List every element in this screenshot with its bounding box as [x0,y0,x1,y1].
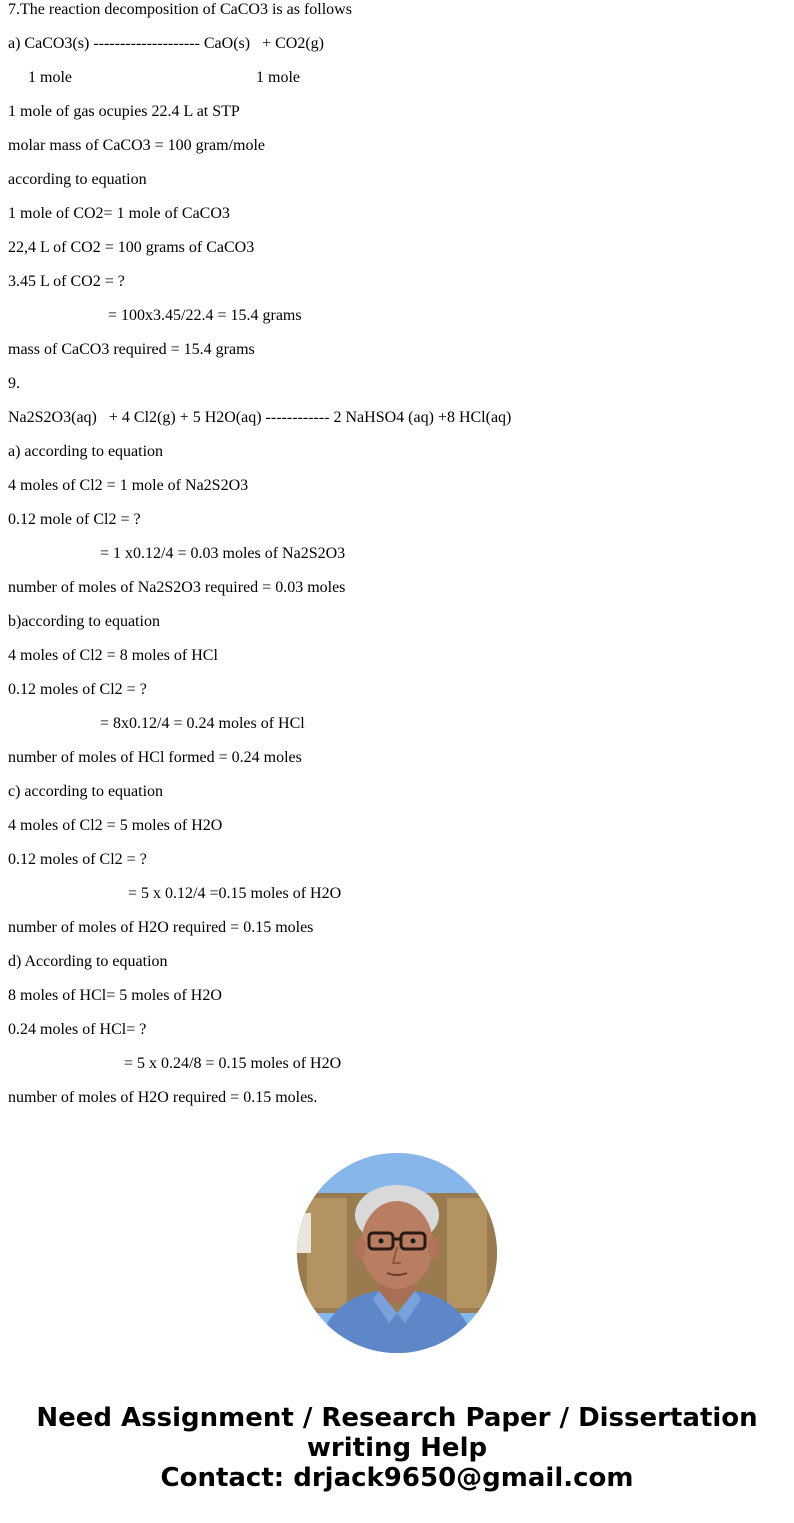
doc-line: molar mass of CaCO3 = 100 gram/mole [8,137,265,154]
promo-line: Need Assignment / Research Paper / Dissertation [36,1403,758,1433]
doc-line: mass of CaCO3 required = 15.4 grams [8,341,255,358]
doc-line: 4 moles of Cl2 = 1 mole of Na2S2O3 [8,477,249,494]
doc-line: 1 mole of gas ocupies 22.4 L at STP [8,103,240,120]
author-avatar [297,1153,497,1353]
doc-line: 4 moles of Cl2 = 5 moles of H2O [8,817,223,834]
doc-line: a) according to equation [8,443,164,460]
doc-line: 1 mole 1 mole [8,69,300,86]
doc-line: 0.12 moles of Cl2 = ? [8,851,147,868]
doc-line: Na2S2O3(aq) + 4 Cl2(g) + 5 H2O(aq) ------------ 2 NaHSO4 (aq) +8 HCl(aq) [8,409,512,426]
doc-line: 9. [8,375,20,392]
promo-line: writing Help [306,1433,488,1463]
promo-banner [0,1403,794,1493]
doc-line: = 1 x0.12/4 = 0.03 moles of Na2S2O3 [8,545,346,562]
doc-line: number of moles of Na2S2O3 required = 0.03 moles [8,579,346,596]
doc-line: 22,4 L of CO2 = 100 grams of CaCO3 [8,239,255,256]
doc-line: 7.The reaction decomposition of CaCO3 is as follows [8,1,352,18]
doc-line: = 100x3.45/22.4 = 15.4 grams [8,307,302,324]
doc-line: 1 mole of CO2= 1 mole of CaCO3 [8,205,230,222]
doc-line: 0.12 mole of Cl2 = ? [8,511,141,528]
doc-line: 3.45 L of CO2 = ? [8,273,125,290]
doc-line: number of moles of HCl formed = 0.24 moles [8,749,302,766]
doc-line: 8 moles of HCl= 5 moles of H2O [8,987,222,1004]
doc-line: = 8x0.12/4 = 0.24 moles of HCl [8,715,305,732]
doc-line: a) CaCO3(s) -------------------- CaO(s) + CO2(g) [8,35,324,52]
doc-line: = 5 x 0.12/4 =0.15 moles of H2O [8,885,342,902]
doc-line: 4 moles of Cl2 = 8 moles of HCl [8,647,218,664]
doc-line: according to equation [8,171,147,188]
doc-line: 0.24 moles of HCl= ? [8,1021,147,1038]
doc-line: number of moles of H2O required = 0.15 moles. [8,1089,318,1106]
contact-email: Contact: drjack9650@gmail.com [160,1463,634,1493]
doc-line: d) According to equation [8,953,168,970]
doc-line: 0.12 moles of Cl2 = ? [8,681,147,698]
doc-line: b)according to equation [8,613,160,630]
doc-line: c) according to equation [8,783,164,800]
solution-document [8,0,788,1122]
doc-line: number of moles of H2O required = 0.15 moles [8,919,314,936]
author-portrait-illustration [297,1153,497,1353]
doc-line: = 5 x 0.24/8 = 0.15 moles of H2O [8,1055,342,1072]
